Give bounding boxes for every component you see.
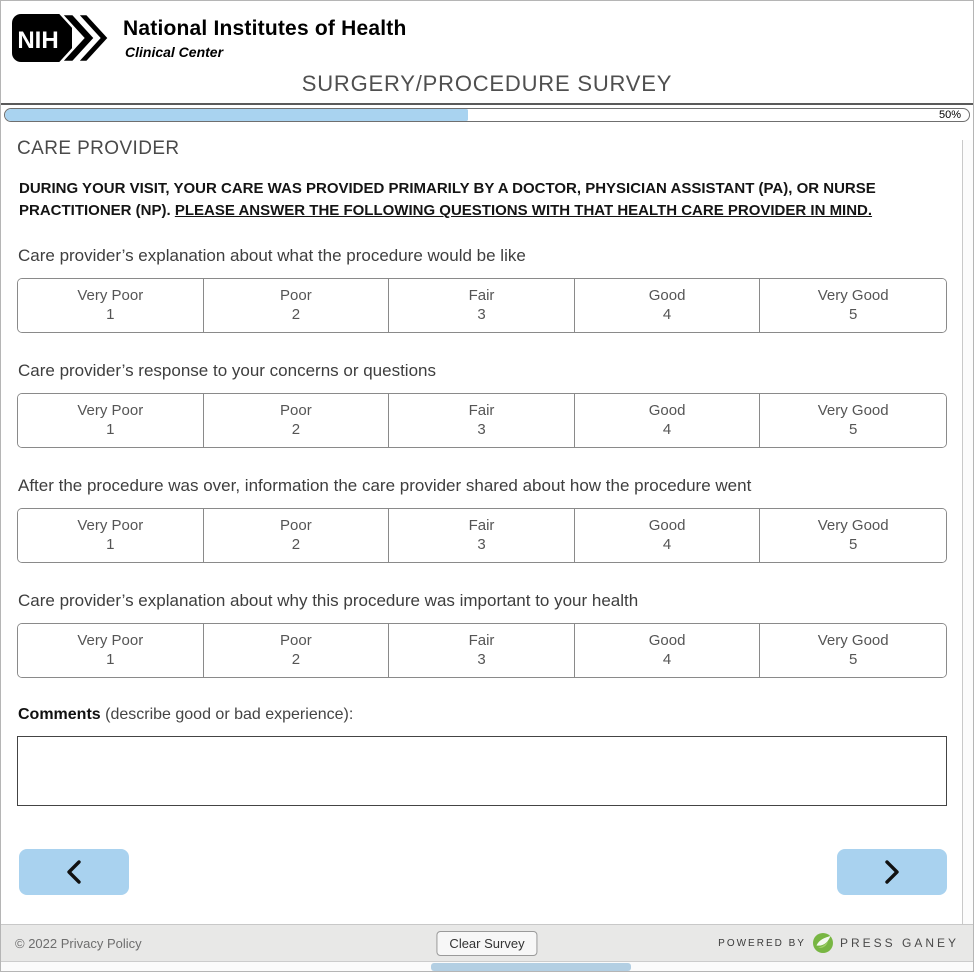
rating-option-label: Fair: [468, 401, 495, 419]
rating-option-label: Good: [648, 516, 686, 534]
rating-option-label: Very Poor: [77, 516, 144, 534]
question-text: Care provider’s response to your concerns or questions: [18, 360, 436, 380]
rating-option-value: 1: [106, 305, 115, 323]
rating-option-value: 5: [849, 535, 858, 553]
rating-option-value: 3: [477, 650, 486, 668]
rating-option-label: Fair: [468, 516, 495, 534]
powered-by-label: POWERED BY: [718, 937, 806, 949]
rating-option-value: 4: [662, 305, 672, 323]
question-block-2: [17, 361, 947, 448]
chevron-left-icon: [64, 859, 84, 885]
rating-option-value: 2: [291, 650, 301, 668]
rating-option-value: 3: [477, 420, 486, 438]
rating-scale: [17, 393, 947, 448]
rating-option-value: 5: [849, 650, 858, 668]
rating-option-4[interactable]: [575, 279, 761, 332]
rating-option-value: 2: [291, 535, 301, 553]
rating-option-label: Very Poor: [77, 631, 144, 649]
rating-option-2[interactable]: [204, 509, 390, 562]
progress-fill: [5, 109, 468, 121]
rating-option-label: Very Poor: [77, 401, 144, 419]
rating-scale: [17, 508, 947, 563]
copyright: [15, 936, 142, 951]
comments-input[interactable]: [17, 736, 947, 806]
nih-logo-block: [11, 9, 963, 67]
rating-option-1[interactable]: [18, 394, 204, 447]
rating-option-3[interactable]: [389, 394, 575, 447]
rating-option-5[interactable]: [760, 394, 946, 447]
rating-option-value: 1: [106, 650, 115, 668]
rating-option-1[interactable]: [18, 624, 204, 677]
page-title: SURGERY/PROCEDURE SURVEY: [301, 71, 673, 96]
rating-option-value: 5: [849, 305, 858, 323]
rating-option-label: Poor: [280, 401, 312, 419]
rating-option-label: Very Good: [817, 401, 889, 419]
rating-option-label: Very Good: [817, 286, 889, 304]
rating-option-2[interactable]: [204, 624, 390, 677]
nih-logo-icon: [11, 9, 111, 67]
rating-option-value: 2: [291, 305, 301, 323]
comments-label-hint: (describe good or bad experience):: [100, 705, 354, 723]
intro-text: [19, 178, 945, 222]
rating-option-value: 1: [106, 535, 115, 553]
next-button[interactable]: [837, 849, 947, 895]
question-text: Care provider’s explanation about why this procedure was important to your health: [18, 590, 639, 610]
rating-option-label: Fair: [468, 286, 495, 304]
rating-scale: [17, 278, 947, 333]
question-block-1: [17, 246, 947, 333]
powered-by: [718, 933, 959, 953]
copyright-year: © 2022: [15, 935, 61, 951]
rating-option-label: Fair: [468, 631, 495, 649]
rating-option-5[interactable]: [760, 509, 946, 562]
horizontal-scrollbar[interactable]: [1, 961, 973, 971]
horizontal-scrollbar-thumb[interactable]: [431, 963, 631, 971]
rating-option-4[interactable]: [575, 509, 761, 562]
rating-option-value: 2: [291, 420, 301, 438]
org-name: National Institutes of Health: [123, 16, 407, 40]
rating-option-label: Very Good: [817, 631, 889, 649]
rating-option-label: Good: [648, 286, 686, 304]
intro-instruction: PLEASE ANSWER THE FOLLOWING QUESTIONS WITH THAT HEALTH CARE PROVIDER IN MIND.: [174, 201, 873, 219]
comments-label-bold: Comments: [18, 705, 101, 723]
rating-option-value: 1: [106, 420, 115, 438]
progress-bar: [4, 108, 970, 122]
navigation-row: [19, 849, 947, 895]
rating-option-5[interactable]: [760, 624, 946, 677]
rating-option-value: 5: [849, 420, 858, 438]
rating-option-label: Poor: [280, 516, 312, 534]
rating-option-3[interactable]: [389, 509, 575, 562]
rating-option-1[interactable]: [18, 279, 204, 332]
progress-label: 50%: [938, 109, 961, 121]
rating-option-4[interactable]: [575, 624, 761, 677]
question-text: After the procedure was over, information the care provider shared about how the procedure went: [18, 475, 752, 495]
vertical-scrollbar[interactable]: [962, 140, 973, 961]
rating-option-1[interactable]: [18, 509, 204, 562]
chevron-right-icon: [882, 859, 902, 885]
rating-option-5[interactable]: [760, 279, 946, 332]
rating-option-value: 4: [662, 650, 672, 668]
section-title: CARE PROVIDER: [17, 138, 180, 159]
rating-option-2[interactable]: [204, 279, 390, 332]
org-subtitle: Clinical Center: [125, 43, 224, 60]
rating-option-label: Very Good: [817, 516, 889, 534]
rating-option-label: Poor: [280, 286, 312, 304]
privacy-policy-link[interactable]: Privacy Policy: [60, 935, 142, 951]
svg-text:NIH: NIH: [17, 27, 59, 54]
rating-option-label: Good: [648, 631, 686, 649]
survey-content: [1, 126, 973, 924]
clear-survey-button[interactable]: Clear Survey: [436, 931, 537, 956]
rating-option-4[interactable]: [575, 394, 761, 447]
rating-option-3[interactable]: [389, 279, 575, 332]
question-block-4: [17, 591, 947, 678]
rating-option-3[interactable]: [389, 624, 575, 677]
progress-section: [1, 105, 973, 126]
rating-option-label: Good: [648, 401, 686, 419]
rating-option-2[interactable]: [204, 394, 390, 447]
rating-scale: [17, 623, 947, 678]
rating-option-label: Very Poor: [77, 286, 144, 304]
comments-label: [18, 706, 947, 724]
press-ganey-label: PRESS GANEY: [839, 936, 959, 950]
question-block-3: [17, 476, 947, 563]
question-text: Care provider’s explanation about what the procedure would be like: [18, 245, 526, 265]
rating-option-value: 4: [662, 420, 672, 438]
rating-option-value: 3: [477, 535, 486, 553]
intro-statement: DURING YOUR VISIT, YOUR CARE WAS PROVIDED PRIMARILY BY A DOCTOR, PHYSICIAN ASSISTANT (PA), OR NURSE PRACTITIONER (NP).: [19, 180, 876, 219]
rating-option-value: 4: [662, 535, 672, 553]
rating-option-label: Poor: [280, 631, 312, 649]
rating-option-value: 3: [477, 305, 486, 323]
back-button[interactable]: [19, 849, 129, 895]
press-ganey-logo-icon: [813, 933, 833, 953]
footer: [1, 924, 973, 961]
header: [1, 1, 973, 105]
